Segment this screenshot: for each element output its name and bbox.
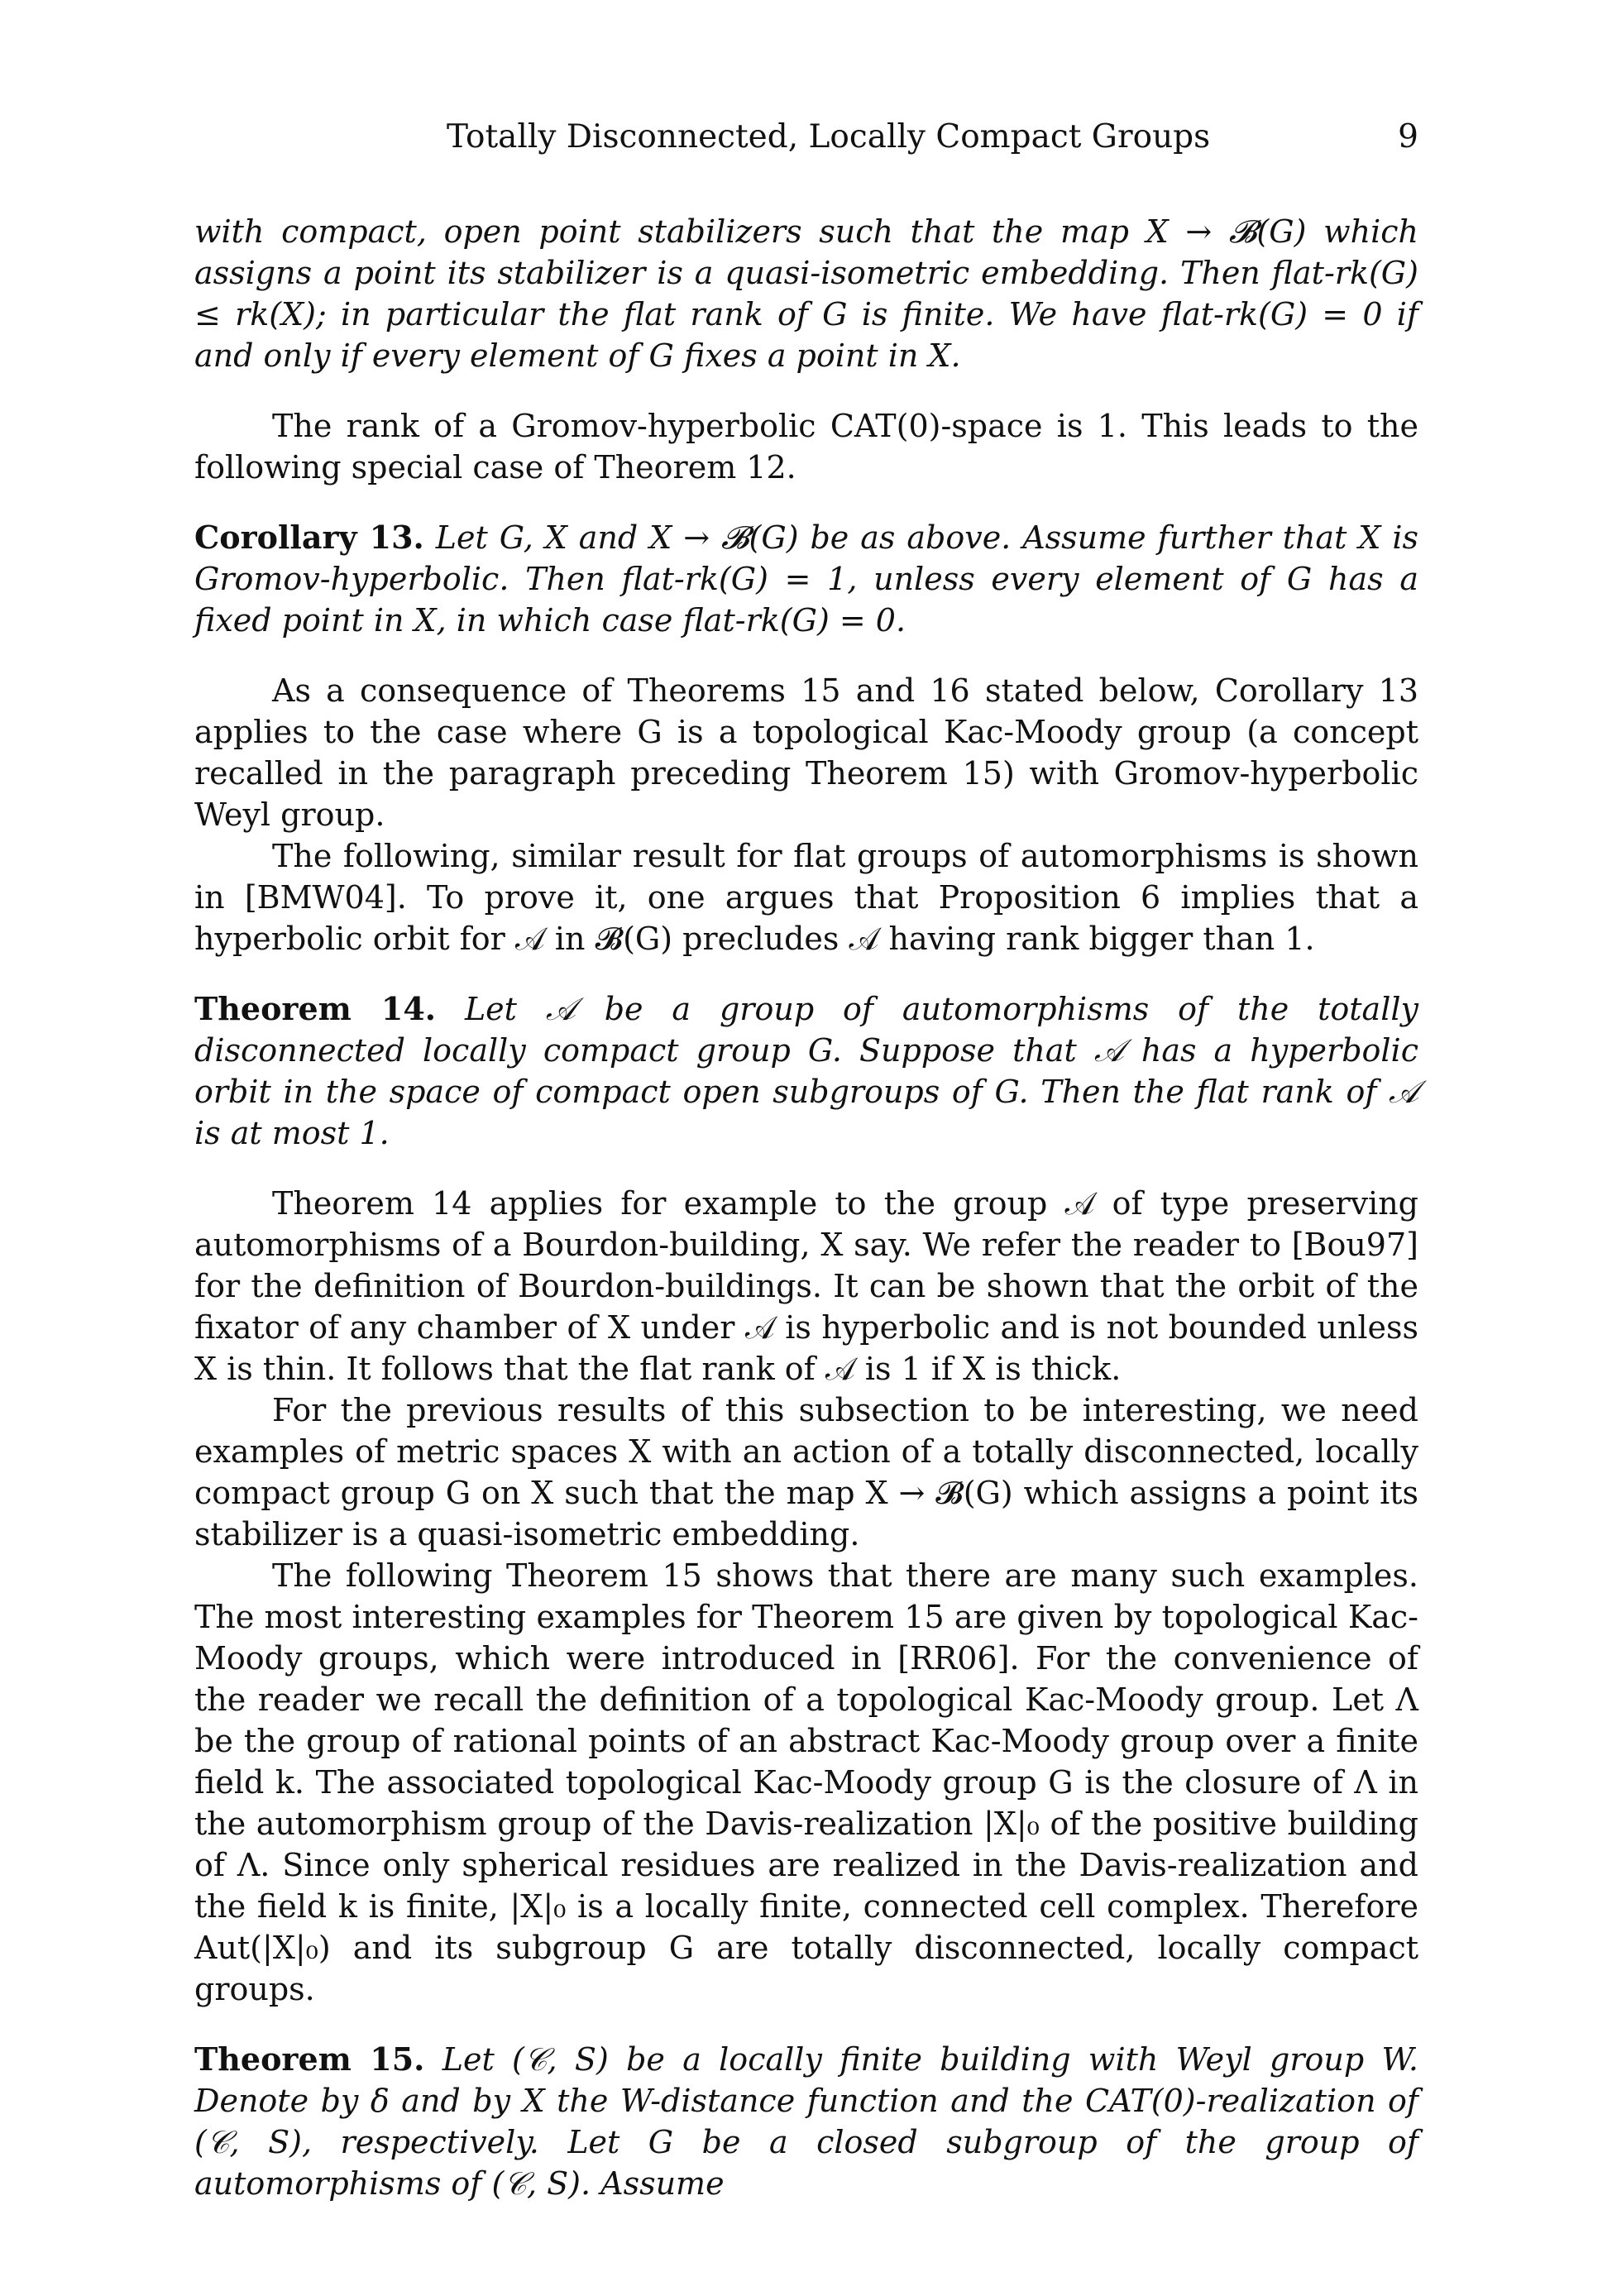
corollary-13-statement: Let G, X and X → 𝓑(G) be as above. Assume further that X is Gromov-hyperbolic. Then flat-rk(G) = 1, unless every element of G has a fixed point in X, in which case flat-rk(G) = 0. [194, 519, 1418, 639]
corollary-13 [194, 517, 1418, 641]
paragraph-consequence: As a consequence of Theorems 15 and 16 stated below, Corollary 13 applies to the case where G is a topological Kac-Moody group (a concept recalled in the paragraph preceding Theorem 15) with Gromov-hyperbolic Weyl group. [194, 672, 1418, 833]
spacer [194, 2010, 1418, 2039]
spacer [194, 376, 1418, 405]
paragraph-rank: The rank of a Gromov-hyperbolic CAT(0)-space is 1. This leads to the following special case of Theorem 12. [194, 408, 1418, 486]
paragraph-theorem-14-applies: Theorem 14 applies for example to the group 𝒜 of type preserving automorphisms of a Bourdon-building, X say. We refer the reader to [Bou97] for the definition of Bourdon-buildings. It can be shown that the orbit of the fixator of any chamber of X under 𝒜 is hyperbolic and is not bounded unless X is thin. It follows that the flat rank of 𝒜 is 1 if X is thick. [194, 1185, 1418, 1387]
spacer [194, 1154, 1418, 1183]
body-text [194, 211, 1418, 2204]
spacer [194, 959, 1418, 988]
page-number: 9 [1398, 118, 1418, 155]
running-title: Totally Disconnected, Locally Compact Groups [447, 118, 1211, 155]
spacer [194, 641, 1418, 670]
corollary-13-label: Corollary 13. [194, 519, 424, 556]
paragraph-following: The following, similar result for flat groups of automorphisms is shown in [BMW04]. To prove it, one argues that Proposition 6 implies that a hyperbolic orbit for 𝒜 in 𝓑(G) precludes 𝒜 having rank bigger than 1. [194, 838, 1418, 957]
running-head [194, 112, 1418, 162]
paragraph-theorem-15-intro: The following Theorem 15 shows that there are many such examples. The most interesting examples for Theorem 15 are given by topological Kac-Moody groups, which were introduced in [RR06]. For the convenience of the reader we recall the definition of a topological Kac-Moody group. Let Λ be the group of rational points of an abstract Kac-Moody group over a finite field k. The associated topological Kac-Moody group G is the closure of Λ in the automorphism group of the Davis-realization |X|₀ of the positive building of Λ. Since only spherical residues are realized in the Davis-realization and the field k is finite, |X|₀ is a locally finite, connected cell complex. Therefore Aut(|X|₀) and its subgroup G are totally disconnected, locally compact groups. [194, 1557, 1418, 2007]
theorem-14 [194, 988, 1418, 1154]
spacer [194, 488, 1418, 517]
theorem-15-statement: Let (𝒞, S) be a locally finite building with Weyl group W. Denote by δ and by X the W-distance function and the CAT(0)-realization of (𝒞, S), respectively. Let G be a closed subgroup of the group of automorphisms of (𝒞, S). Assume [194, 2041, 1418, 2202]
theorem-12-continuation: with compact, open point stabilizers such that the map X → 𝓑(G) which assigns a point its stabilizer is a quasi-isometric embedding. Then flat-rk(G) ≤ rk(X); in particular the flat rank of G is finite. We have flat-rk(G) = 0 if and only if every element of G fixes a point in X. [194, 213, 1418, 374]
theorem-15-label: Theorem 15. [194, 2040, 425, 2078]
theorem-14-statement: Let 𝒜 be a group of automorphisms of the totally disconnected locally compact group G. Suppose that 𝒜 has a hyperbolic orbit in the space of compact open subgroups of G. Then the flat rank of 𝒜 is at most 1. [194, 991, 1418, 1151]
theorem-14-label: Theorem 14. [194, 990, 437, 1027]
paragraph-previous-results: For the previous results of this subsection to be interesting, we need examples of metric spaces X with an action of a totally disconnected, locally compact group G on X such that the map X → 𝓑(G) which assigns a point its stabilizer is a quasi-isometric embedding. [194, 1392, 1418, 1552]
theorem-15 [194, 2039, 1418, 2204]
